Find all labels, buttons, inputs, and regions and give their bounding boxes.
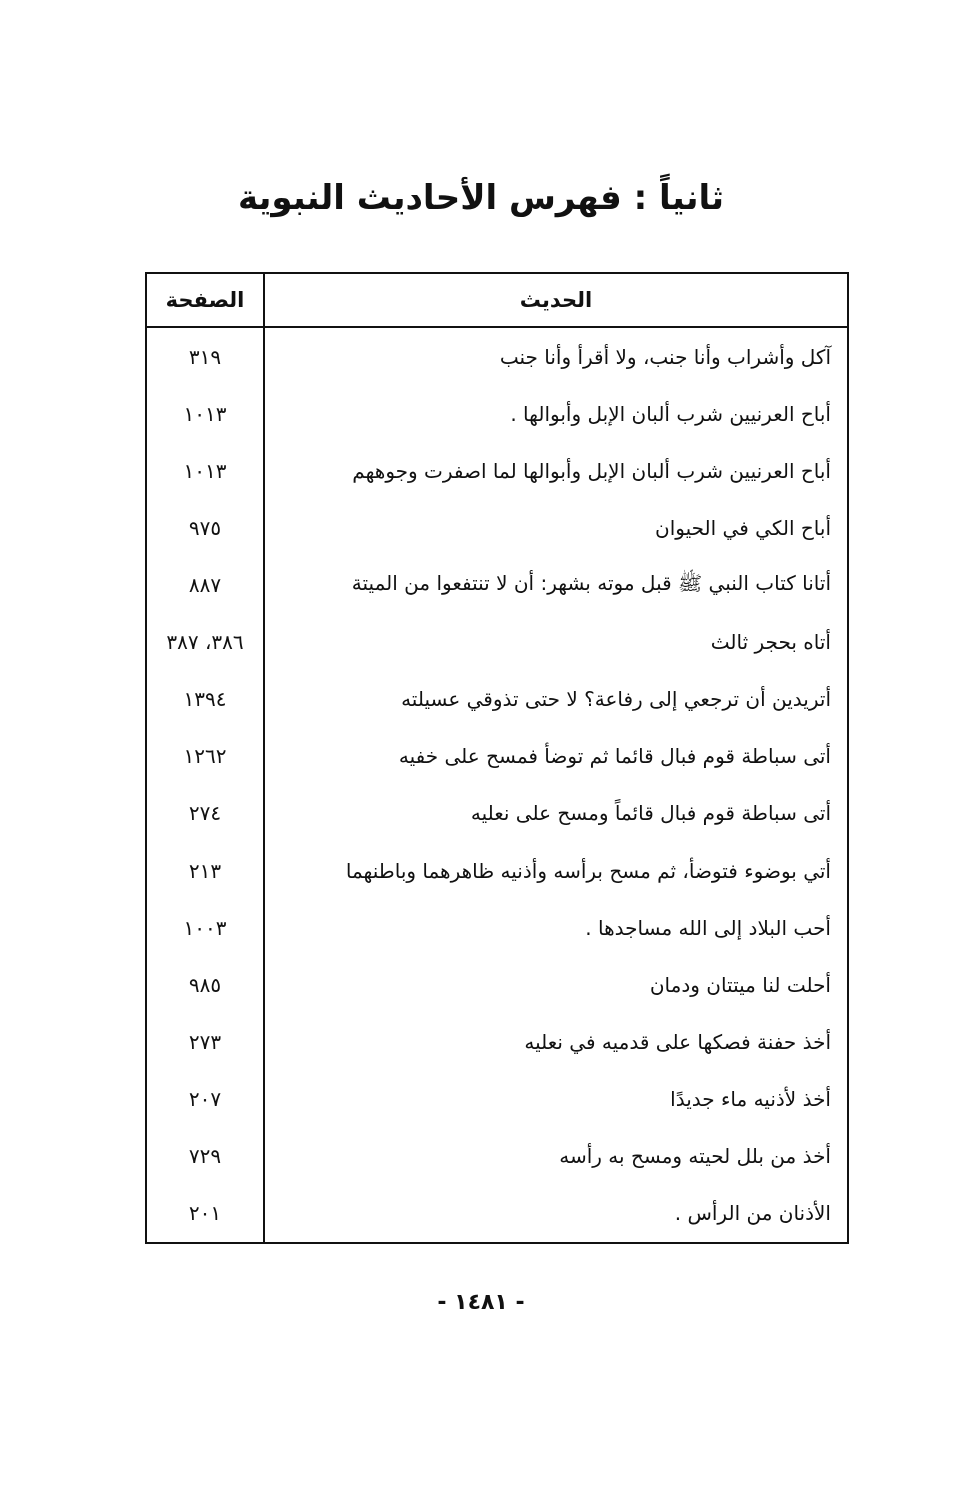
table-row (146, 1070, 848, 1127)
page-ref: ٨٨٧ (188, 573, 222, 597)
page-ref: ٢٧٤ (188, 801, 222, 826)
hadith-text: أتي بوضوء فتوضأ، ثم مسح برأسه وأذنيه ظاهرهما وباطنهما (264, 842, 848, 899)
hadith-text: أتانا كتاب النبي ﷺ قبل موته بشهر: أن لا تنتفعوا من الميتة (264, 556, 848, 613)
table-row (146, 385, 848, 442)
table-row (146, 499, 848, 556)
hadith-text: أتريدين أن ترجعي إلى رفاعة؟ لا حتى تذوقي عسيلته (264, 671, 848, 728)
table-row (146, 728, 848, 785)
page-ref: ١٠١٣ (183, 458, 227, 483)
hadith-text: أباح العرنيين شرب ألبان الإبل وأبوالها . (264, 385, 848, 442)
table-row (146, 614, 848, 671)
hadith-text: أخذ حفنة فصكها على قدميه في نعليه (264, 1013, 848, 1070)
hadith-text: أباح العرنيين شرب ألبان الإبل وأبوالها لما اصفرت وجوههم (264, 442, 848, 499)
hadith-text: أتى سباطة قوم فبال قائماً ومسح على نعليه (264, 785, 848, 842)
page-ref: ٣٨٦، ٣٨٧ (166, 630, 244, 655)
page-ref: ٢١٣ (188, 858, 222, 883)
page-ref: ١٠٠٣ (183, 915, 227, 940)
page-ref: ٩٧٥ (188, 515, 222, 540)
table-row (146, 1013, 848, 1070)
hadith-index-table (145, 272, 849, 1244)
table-row (146, 1128, 848, 1185)
table-row (146, 842, 848, 899)
table-row (146, 556, 848, 613)
page-ref: ١٣٩٤ (183, 687, 227, 712)
page-number: - ١٤٨١ - (437, 1290, 525, 1315)
page-ref: ١٢٦٢ (183, 744, 227, 769)
hadith-text: أباح الكي في الحيوان (264, 499, 848, 556)
page-ref: ٢٧٣ (188, 1029, 222, 1054)
page-ref: ٢٠٧ (188, 1086, 222, 1111)
hadith-text: أتى سباطة قوم فبال قائما ثم توضأ فمسح على خفيه (264, 728, 848, 785)
table-row (146, 899, 848, 956)
page-ref: ٣١٩ (188, 344, 222, 369)
page-ref: ٢٠١ (188, 1201, 222, 1226)
hadith-text: أخذ من بلل لحيته ومسح به رأسه (264, 1128, 848, 1185)
table-row (146, 1185, 848, 1243)
hadith-text: الأذنان من الرأس . (264, 1185, 848, 1243)
header-hadith: الحديث (264, 273, 848, 327)
hadith-text: آكل وأشراب وأنا جنب، ولا أقرأ وأنا جنب (264, 327, 848, 385)
table-row (146, 956, 848, 1013)
table-body (146, 327, 848, 1243)
page-ref: ١٠١٣ (183, 401, 227, 426)
table-row (146, 442, 848, 499)
hadith-text: أحلت لنا ميتتان ودمان (264, 956, 848, 1013)
table-row (146, 327, 848, 385)
table-row (146, 785, 848, 842)
hadith-text: أخذ لأذنيه ماء جديدًا (264, 1070, 848, 1127)
table-header-row (146, 273, 848, 327)
hadith-text: أحب البلاد إلى الله مساجدها . (264, 899, 848, 956)
page-ref: ٩٨٥ (188, 972, 222, 997)
table-row (146, 671, 848, 728)
header-page: الصفحة (146, 273, 264, 327)
hadith-text: أتاه بحجر ثالث (264, 614, 848, 671)
page-ref: ٧٢٩ (188, 1144, 222, 1169)
page-title: ثانياً : فهرس الأحاديث النبوية (238, 178, 724, 218)
